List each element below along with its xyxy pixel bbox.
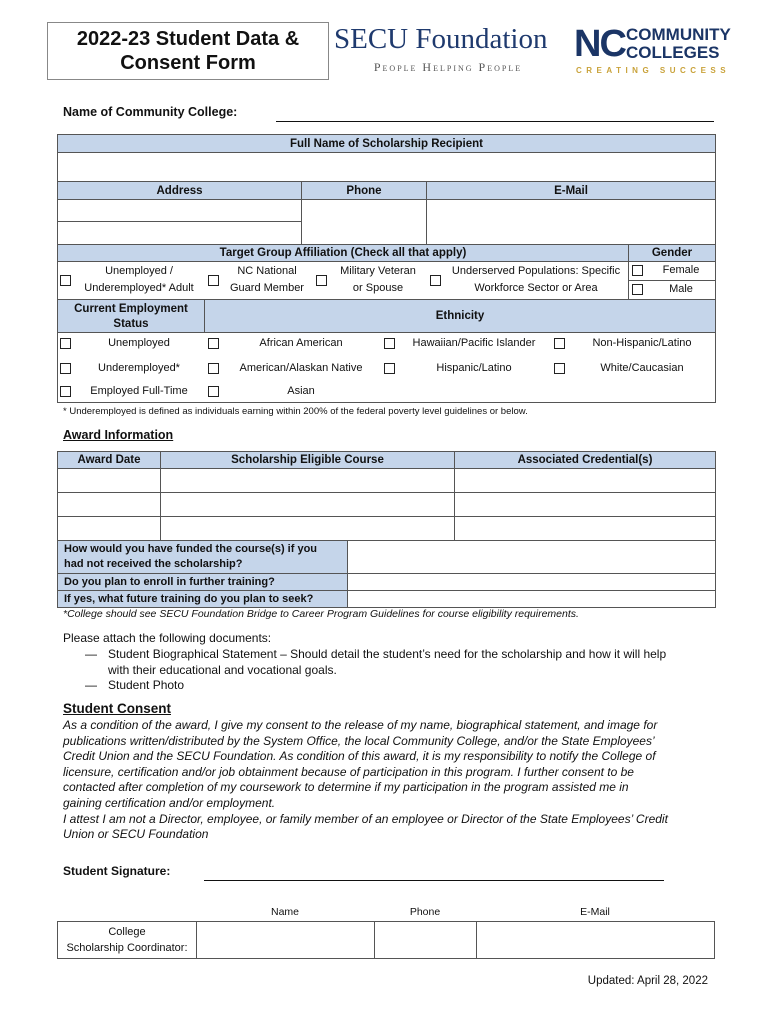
award-section-title: Award Information: [63, 428, 174, 442]
secu-logo: [334, 22, 562, 80]
coordinator-name-field[interactable]: [196, 921, 375, 959]
student-signature-field[interactable]: [204, 880, 664, 881]
target-option-4-line2: Workforce Sector or Area: [474, 282, 598, 294]
target-option-3: [330, 264, 426, 296]
target-option-4-line1: Underserved Populations: Specific: [451, 265, 621, 277]
checkbox-nc-national-guard[interactable]: [208, 275, 219, 286]
consent-line: I attest I am not a Director, employee, or family member of an employee or Director of the State Employees’ Credit: [63, 811, 668, 826]
consent-line: Credit Union and the SECU Foundation. As condition of this award, it is my responsibility to notify the College of: [63, 749, 656, 764]
checkbox-non-hispanic-latino[interactable]: [554, 338, 565, 349]
credential-field-2[interactable]: [454, 492, 716, 517]
form-title-line1: 2022-23 Student Data &: [76, 28, 300, 50]
ethnicity-hispanic-label: Hispanic/Latino: [436, 362, 512, 374]
credential-field-3[interactable]: [454, 516, 716, 541]
nc-logo-tagline: CREATING SUCCESS: [576, 66, 731, 75]
target-option-2-line2: Guard Member: [230, 282, 304, 294]
question-future-training: If yes, what future training do you plan to seek?: [57, 590, 348, 608]
employment-header-line2: Status: [113, 318, 149, 330]
checkbox-american-alaskan-native[interactable]: [208, 363, 219, 374]
question-funded-line1: How would you have funded the course(s) if you: [64, 543, 318, 555]
target-option-2-line1: NC National: [237, 265, 297, 277]
employment-status-header: [57, 299, 205, 333]
ethnicity-american-alaskan-label: American/Alaskan Native: [239, 362, 363, 374]
credential-header: Associated Credential(s): [454, 451, 716, 469]
course-eligibility-note: *College should see SECU Foundation Bridge to Career Program Guidelines for course eligibility requirements.: [63, 608, 579, 620]
checkbox-male[interactable]: [632, 284, 643, 295]
ethnicity-hawaiian-label: Hawaiian/Pacific Islander: [412, 337, 536, 349]
coordinator-label-line1: College: [108, 926, 146, 938]
consent-line: Union or SECU Foundation: [63, 827, 209, 842]
checkbox-underserved-populations[interactable]: [430, 275, 441, 286]
phone-header: Phone: [301, 181, 427, 200]
checkbox-unemployed-underemployed-adult[interactable]: [60, 275, 71, 286]
form-title: [47, 27, 329, 75]
college-name-field[interactable]: [276, 121, 714, 122]
target-group-header: Target Group Affiliation (Check all that apply): [57, 244, 629, 262]
consent-line: contacted after completion of my coursework to determine if my participation in the program assisted me in: [63, 780, 629, 795]
ethnicity-african-american-label: African American: [259, 337, 343, 349]
nc-logo-line2: COLLEGES: [626, 43, 720, 62]
ethnicity-asian-label: Asian: [287, 385, 315, 397]
address-header: Address: [57, 181, 302, 200]
answer-future-field[interactable]: [347, 590, 716, 608]
employment-header-line1: Current Employment: [74, 303, 188, 315]
consent-line: publications written/distributed by the System Office, the local Community College, and/or the State Employees’: [63, 733, 655, 748]
attachment-item-2: Student Photo: [108, 678, 185, 692]
employment-underemployed-label: Underemployed*: [98, 362, 180, 374]
checkbox-unemployed[interactable]: [60, 338, 71, 349]
nc-community-colleges-logo: [574, 24, 734, 80]
checkbox-african-american[interactable]: [208, 338, 219, 349]
college-name-label: Name of Community College:: [63, 105, 238, 119]
full-name-field[interactable]: [57, 152, 716, 182]
ethnicity-header: Ethnicity: [204, 299, 716, 333]
coordinator-label-line2: Scholarship Coordinator:: [66, 942, 188, 954]
award-date-header: Award Date: [57, 451, 161, 469]
target-option-2: [222, 264, 312, 296]
checkbox-underemployed[interactable]: [60, 363, 71, 374]
checkbox-hawaiian-pacific-islander[interactable]: [384, 338, 395, 349]
answer-enroll-field[interactable]: [347, 573, 716, 591]
checkbox-military-veteran[interactable]: [316, 275, 327, 286]
consent-line: licensure, certification and/or job obtainment because of participation in this program. I further consent to be: [63, 764, 634, 779]
course-field-3[interactable]: [160, 516, 455, 541]
coordinator-phone-header: Phone: [409, 906, 441, 918]
gender-header: Gender: [628, 244, 716, 262]
target-option-3-line2: or Spouse: [352, 282, 404, 294]
checkbox-female[interactable]: [632, 265, 643, 276]
consent-line: As a condition of the award, I give my consent to the release of my name, biographical statement, and image for: [63, 718, 658, 732]
address-field-line2[interactable]: [57, 221, 302, 245]
email-field[interactable]: [426, 199, 716, 245]
attachment-dash-2: —: [85, 678, 97, 692]
nc-logo-line1: COMMUNITY: [626, 25, 731, 44]
target-option-1-line2: Underemployed* Adult: [84, 282, 194, 294]
target-option-4: [444, 264, 628, 296]
gender-male-label: Male: [669, 283, 693, 295]
employment-unemployed-label: Unemployed: [108, 337, 170, 349]
checkbox-white-caucasian[interactable]: [554, 363, 565, 374]
checkbox-hispanic-latino[interactable]: [384, 363, 395, 374]
attachment-dash-1: —: [85, 647, 97, 661]
target-option-1-line1: Unemployed /: [105, 265, 173, 277]
employment-full-time-label: Employed Full-Time: [90, 385, 188, 397]
updated-date: Updated: April 28, 2022: [587, 975, 708, 987]
question-funded-line2: had not received the scholarship?: [64, 558, 243, 570]
coordinator-phone-field[interactable]: [374, 921, 477, 959]
consent-line: gaining certification and/or employment.: [63, 795, 276, 810]
checkbox-employed-full-time[interactable]: [60, 386, 71, 397]
gender-female-label: Female: [662, 264, 700, 276]
course-header: Scholarship Eligible Course: [160, 451, 455, 469]
coordinator-name-header: Name: [270, 906, 299, 918]
coordinator-email-field[interactable]: [476, 921, 715, 959]
course-field-1[interactable]: [160, 468, 455, 493]
underemployed-footnote: * Underemployed is defined as individuals earning within 200% of the federal poverty level guidelines or below.: [63, 406, 528, 417]
email-header: E-Mail: [426, 181, 716, 200]
attachment-item-1-line2: with their educational and vocational goals.: [108, 663, 337, 677]
question-enroll: Do you plan to enroll in further training?: [57, 573, 348, 591]
secu-logo-tagline: People Helping People: [373, 60, 523, 74]
question-funded: [57, 540, 348, 574]
ethnicity-non-hispanic-label: Non-Hispanic/Latino: [592, 337, 692, 349]
course-field-2[interactable]: [160, 492, 455, 517]
consent-text: [63, 718, 711, 843]
coordinator-label-cell: [57, 921, 197, 959]
ethnicity-white-caucasian-label: White/Caucasian: [600, 362, 684, 374]
award-date-field-1[interactable]: [57, 468, 161, 493]
answer-funded-field[interactable]: [347, 540, 716, 574]
form-title-line2: Consent Form: [120, 52, 256, 74]
checkbox-asian[interactable]: [208, 386, 219, 397]
address-field-line1[interactable]: [57, 199, 302, 222]
coordinator-email-header: E-Mail: [580, 906, 610, 918]
award-date-field-3[interactable]: [57, 516, 161, 541]
attachment-item-1-line1: Student Biographical Statement – Should detail the student’s need for the scholarship and how it will help: [108, 647, 667, 661]
secu-logo-name: SECU Foundation: [334, 23, 548, 55]
credential-field-1[interactable]: [454, 468, 716, 493]
nc-logo-letters: NC: [574, 23, 625, 65]
phone-field[interactable]: [301, 199, 427, 245]
full-name-header: Full Name of Scholarship Recipient: [57, 134, 716, 153]
target-option-1: [74, 264, 204, 296]
award-date-field-2[interactable]: [57, 492, 161, 517]
target-option-3-line1: Military Veteran: [340, 265, 416, 277]
attachments-intro: Please attach the following documents:: [63, 631, 272, 645]
consent-title: Student Consent: [63, 701, 171, 716]
student-signature-label: Student Signature:: [63, 864, 171, 878]
